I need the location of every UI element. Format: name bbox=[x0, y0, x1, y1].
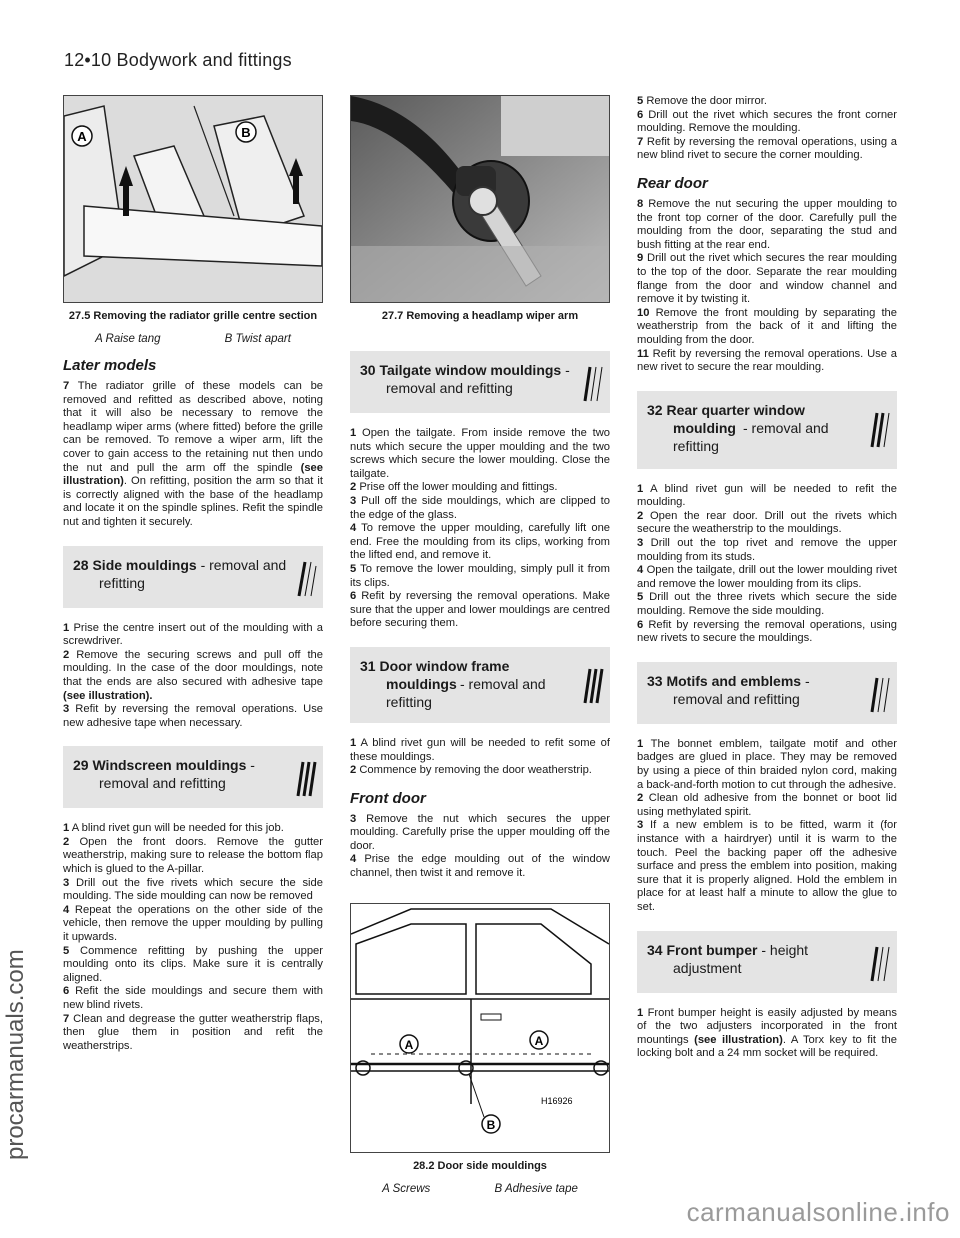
column-1 bbox=[63, 95, 323, 1053]
front-door-step-3: 3 Remove the nut which secures the upper moulding. Carefully prise the upper moulding off the door. bbox=[350, 812, 611, 852]
s30-step-3: 3 Pull off the side mouldings, which are clipped to the edge of the glass. bbox=[350, 494, 610, 521]
rear-door-step-11: 11 Refit by reversing the removal operations. Use a new rivet to secure the rear moulding. bbox=[637, 347, 898, 374]
s29-step-3: 3 Drill out the five rivets which secure the side moulding. The side moulding can now be removed bbox=[63, 876, 323, 903]
figure-27-5-caption: 27.5 Removing the radiator grille centre section bbox=[68, 310, 318, 322]
front-door-step-5: 5 Remove the door mirror. bbox=[637, 95, 767, 107]
figure-27-7-caption: 27.7 Removing a headlamp wiper arm bbox=[381, 310, 579, 322]
s34-step-1: 1 Front bumper height is easily adjusted by means of the two adjusters incorporated in the front mountings (see illustration). A Torx key to fit the locking bolt and a 24 mm socket will be required. bbox=[637, 1006, 897, 1060]
rear-door-step-8: 8 Remove the nut securing the upper moulding to the front top corner of the door. Carefully pull the moulding from the door, separating the stud and bush fitting at the rear end. bbox=[637, 197, 898, 251]
difficulty-spanner-icon bbox=[295, 758, 317, 798]
figure-28-2-legend bbox=[350, 1183, 610, 1195]
s32-step-2: 2 Open the rear door. Drill out the rivets which secure the weatherstrip to the mouldings. bbox=[637, 509, 898, 536]
heading-front-door: Front door bbox=[350, 789, 426, 807]
section-30-header: 30 Tailgate window mouldings - removal and refitting bbox=[350, 351, 610, 413]
figure-27-7-image bbox=[350, 95, 610, 303]
s33-step-2: 2 Clean old adhesive from the bonnet or boot lid using methylated spirit. bbox=[637, 792, 897, 818]
watermark-carmanualsonline: carmanualsonline.info bbox=[686, 1197, 950, 1227]
grille-illustration bbox=[64, 96, 322, 302]
section-34-header: 34 Front bumper - height adjustment bbox=[637, 931, 897, 993]
section-28-header: 28 Side mouldings - removal and refitting bbox=[63, 546, 323, 608]
rear-door-step-10: 10 Remove the front moulding by separating the weatherstrip from the back of it and lifting the moulding from the door. bbox=[637, 306, 897, 346]
heading-rear-door: Rear door bbox=[637, 174, 708, 192]
s33-step-1: 1 The bonnet emblem, tailgate motif and other badges are glued in place. They may be removed by using a piece of thin braided nylon cord, making a back-and-forth motion to cut through the adhesive. bbox=[637, 737, 898, 791]
headlamp-wiper-photo bbox=[351, 96, 609, 302]
label-a: A bbox=[404, 1037, 414, 1052]
front-door-step-6: 6 Drill out the rivet which secures the front corner moulding. Remove the moulding. bbox=[637, 108, 897, 135]
later-models-step-7: 7 The radiator grille of these models can be removed and refitted as described above, noting that it will also be necessary to remove the headlamp wiper arms (where fitted) before the grille can be removed. To remove a wiper arm, lift the cover to gain access to the retaining nut then undo the nut and pull the arm off the spindle (see illustration). On refitting, position the arm so that it is correctly aligned with the base of the headlamp and locate it on the spindle splines. Refit the spindle nut and tighten it securely. bbox=[63, 380, 324, 528]
s30-step-5: 5 To remove the lower moulding, simply pull it from its clips. bbox=[350, 562, 610, 589]
legend-a: A Screws bbox=[382, 1182, 431, 1195]
legend-a: A Raise tang bbox=[95, 333, 161, 345]
s30-step-6: 6 Refit by reversing the removal operations. Make sure that the upper and lower mouldings are centred before securing them. bbox=[350, 590, 610, 630]
difficulty-spanner-icon bbox=[869, 943, 891, 983]
s30-step-1: 1 Open the tailgate. From inside remove the two nuts which secure the upper moulding and the two screws which secure the lower moulding. Close the tailgate. bbox=[350, 427, 610, 480]
s28-step-2: 2 Remove the securing screws and pull off the moulding. In the case of the door mouldings, note that the ends are also secured with adhesive tape (see illustration). bbox=[63, 648, 323, 702]
s33-step-3: 3 If a new emblem is to be fitted, warm it (for instance with a hairdryer) until it is warm to the touch. Peel the backing paper off the adhesive surface and press the emblem into position, making sure that it is properly aligned. Hold the emblem in place for at least half a minute to allow the glue to set. bbox=[637, 819, 897, 913]
difficulty-spanner-icon bbox=[582, 363, 604, 403]
s28-step-3: 3 Refit by reversing the removal operations. Use new adhesive tape when necessary. bbox=[63, 703, 324, 729]
column-2 bbox=[350, 95, 610, 1195]
s29-step-7: 7 Clean and degrease the gutter weatherstrip flaps, then glue them in position and refit the weatherstrips. bbox=[63, 1012, 323, 1052]
label-a: A bbox=[534, 1033, 544, 1048]
label-a: A bbox=[77, 129, 87, 144]
s29-step-1: 1 A blind rivet gun will be needed for this job. bbox=[63, 822, 284, 835]
s29-step-4: 4 Repeat the operations on the other side of the vehicle, then remove the upper moulding by pulling it upwards. bbox=[63, 903, 324, 944]
s30-step-2: 2 Prise off the lower moulding and fittings. bbox=[350, 481, 558, 494]
drawing-code: H16926 bbox=[541, 1095, 573, 1106]
figure-28-2-caption: 28.2 Door side mouldings bbox=[413, 1159, 547, 1172]
figure-27-5-image bbox=[63, 95, 323, 303]
rear-door-step-9: 9 Drill out the rivet which secures the rear moulding to the top of the door. Separate the rear moulding flange from the door and window channel and remove it by twisting it. bbox=[637, 252, 898, 306]
difficulty-spanner-icon bbox=[869, 409, 891, 449]
front-door-step-4: 4 Prise the edge moulding out of the window channel, then twist it and remove it. bbox=[350, 853, 610, 880]
s32-step-6: 6 Refit by reversing the removal operations, using new rivets to secure the mouldings. bbox=[637, 618, 898, 645]
label-b: B bbox=[486, 1117, 496, 1132]
section-29-header: 29 Windscreen mouldings - removal and refitting bbox=[63, 746, 323, 808]
column-3 bbox=[637, 95, 897, 1061]
s29-step-5: 5 Commence refitting by pushing the upper moulding onto its clips. Make sure it is centrally aligned. bbox=[63, 944, 324, 984]
difficulty-spanner-icon bbox=[582, 665, 604, 705]
s28-step-1: 1 Prise the centre insert out of the moulding with a screwdriver. bbox=[63, 621, 323, 648]
front-door-step-7: 7 Refit by reversing the removal operations, using a new blind rivet to secure the corner moulding. bbox=[637, 135, 897, 162]
figure-28-2-image bbox=[350, 903, 610, 1153]
s29-step-6: 6 Refit the side mouldings and secure them with new blind rivets. bbox=[63, 985, 324, 1011]
section-31-header: 31 Door window frame mouldings - removal and refitting bbox=[350, 647, 610, 723]
s31-step-1: 1 A blind rivet gun will be needed to refit some of these mouldings. bbox=[350, 736, 611, 763]
s30-step-4: 4 To remove the upper moulding, carefully lift one end. Free the moulding from its clips, working from the lifted end, and remove it. bbox=[350, 522, 611, 562]
door-mouldings-diagram bbox=[351, 904, 609, 1152]
heading-later-models: Later models bbox=[63, 357, 157, 374]
s31-step-2: 2 Commence by removing the door weatherstrip. bbox=[350, 764, 592, 777]
s32-step-1: 1 A blind rivet gun will be needed to refit the moulding. bbox=[637, 482, 897, 509]
difficulty-spanner-icon bbox=[869, 674, 891, 714]
label-b: B bbox=[241, 125, 251, 140]
s32-step-3: 3 Drill out the top rivet and remove the upper moulding from its studs. bbox=[637, 537, 898, 563]
watermark-procarmanuals: procarmanuals.com bbox=[2, 949, 29, 1160]
legend-b: B Adhesive tape bbox=[494, 1182, 578, 1195]
legend-b: B Twist apart bbox=[224, 333, 291, 345]
page-header: 12•10 Bodywork and fittings bbox=[64, 50, 292, 70]
difficulty-spanner-icon bbox=[295, 558, 317, 598]
figure-27-5-legend bbox=[63, 333, 323, 345]
section-33-header: 33 Motifs and emblems - removal and refitting bbox=[637, 662, 897, 724]
section-32-header: 32 Rear quarter window moulding - removal and refitting bbox=[637, 391, 897, 469]
s32-step-4: 4 Open the tailgate, drill out the lower moulding rivet and remove the lower moulding from its clips. bbox=[637, 564, 898, 590]
s29-step-2: 2 Open the front doors. Remove the gutter weatherstrip, making sure to release the bottom flap which is glued to the A-pillar. bbox=[63, 835, 324, 876]
s32-step-5: 5 Drill out the three rivets which secure the side moulding. Remove the side moulding. bbox=[637, 591, 898, 618]
